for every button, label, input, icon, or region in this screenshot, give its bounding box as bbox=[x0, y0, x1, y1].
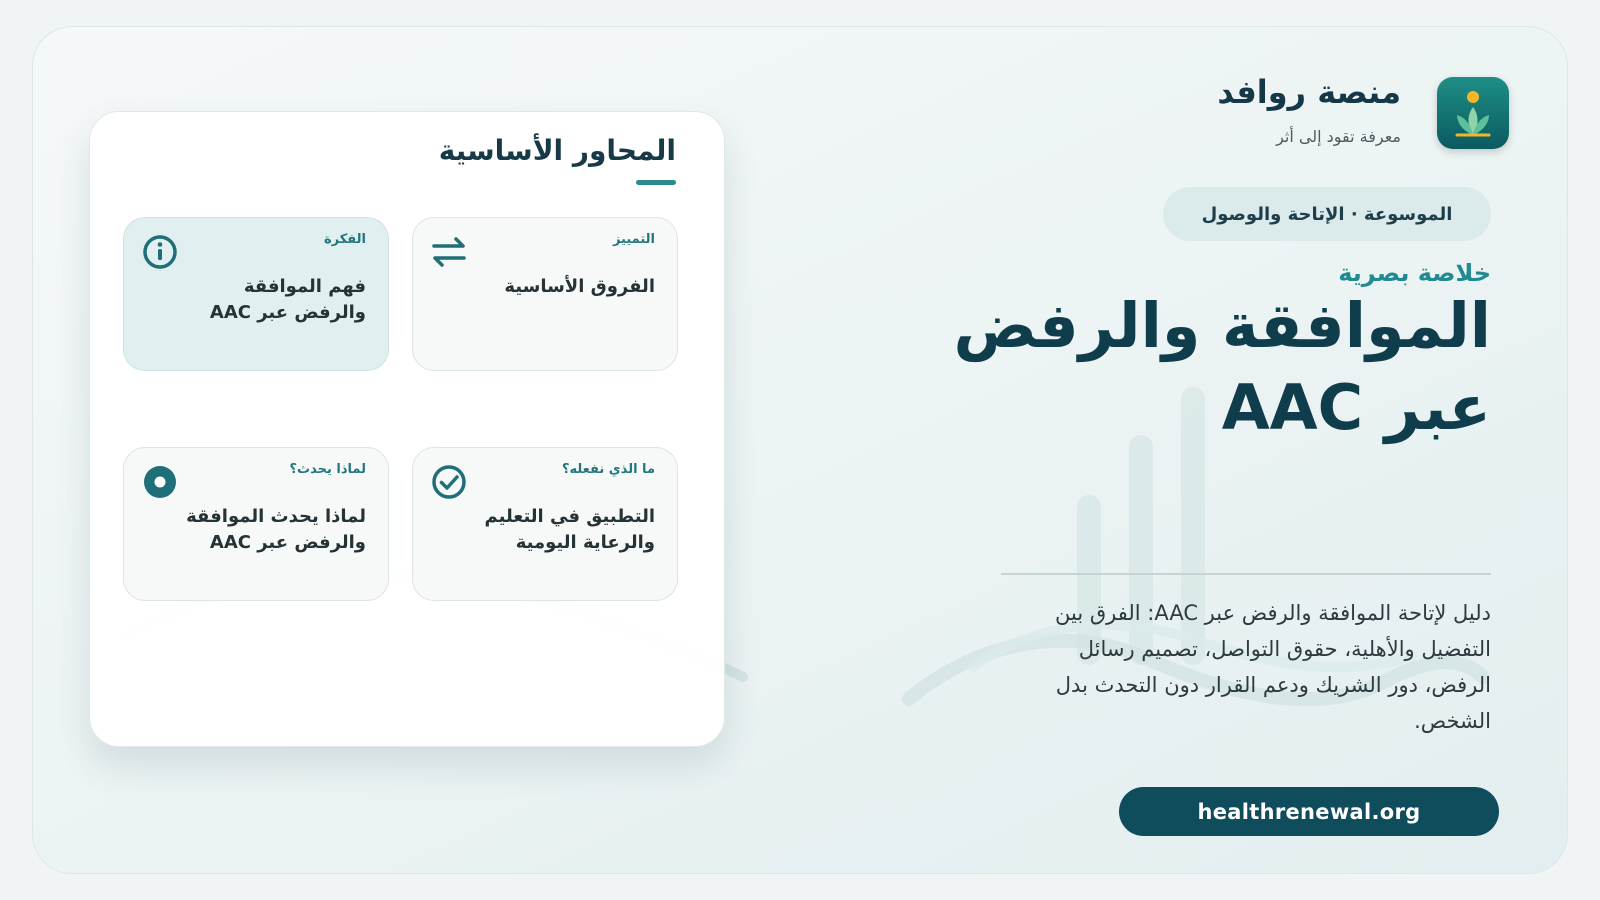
website-button[interactable]: healthrenewal.org bbox=[1119, 787, 1499, 836]
card-title: المحاور الأساسية bbox=[438, 134, 676, 167]
tile-text: الفروق الأساسية bbox=[504, 276, 655, 297]
tile-distinction[interactable] bbox=[412, 217, 678, 371]
tile-tag: ما الذي نفعله؟ bbox=[561, 462, 655, 477]
tile-why[interactable] bbox=[123, 447, 389, 601]
info-icon bbox=[142, 234, 178, 270]
radio-dot-icon bbox=[142, 464, 178, 500]
tile-text: التطبيق في التعليم والرعاية اليومية bbox=[484, 506, 655, 553]
breadcrumb[interactable]: الموسوعة · الإتاحة والوصول bbox=[1163, 187, 1491, 241]
tile-idea[interactable] bbox=[123, 217, 389, 371]
tile-text: فهم الموافقة والرفض عبر AAC bbox=[209, 276, 366, 323]
core-topics-card bbox=[89, 111, 725, 747]
poster-frame bbox=[32, 26, 1568, 874]
divider bbox=[1001, 573, 1491, 575]
tile-text: لماذا يحدث الموافقة والرفض عبر AAC bbox=[186, 506, 366, 553]
brand-tagline: معرفة تقود إلى أثر bbox=[1276, 127, 1401, 146]
brand-name: منصة روافد bbox=[1217, 73, 1401, 111]
tile-tag: التمييز bbox=[612, 232, 655, 247]
tile-tag: الفكرة bbox=[323, 232, 366, 247]
page-description: دليل لإتاحة الموافقة والرفض عبر AAC: الفرق بين التفضيل والأهلية، حقوق التواصل، تصميم رسائل الرفض، دور الشريك ودعم القرار دون التحدث بدل الشخص. bbox=[1055, 601, 1491, 733]
swap-arrows-icon bbox=[431, 234, 467, 270]
tile-what-to-do[interactable] bbox=[412, 447, 678, 601]
card-title-accent bbox=[636, 180, 676, 185]
check-circle-icon bbox=[431, 464, 467, 500]
page-title: الموافقة والرفض عبر AAC bbox=[953, 289, 1491, 444]
kicker-label: خلاصة بصرية bbox=[1338, 259, 1491, 287]
brand-logo bbox=[1437, 77, 1509, 149]
tile-tag: لماذا يحدث؟ bbox=[289, 462, 366, 477]
